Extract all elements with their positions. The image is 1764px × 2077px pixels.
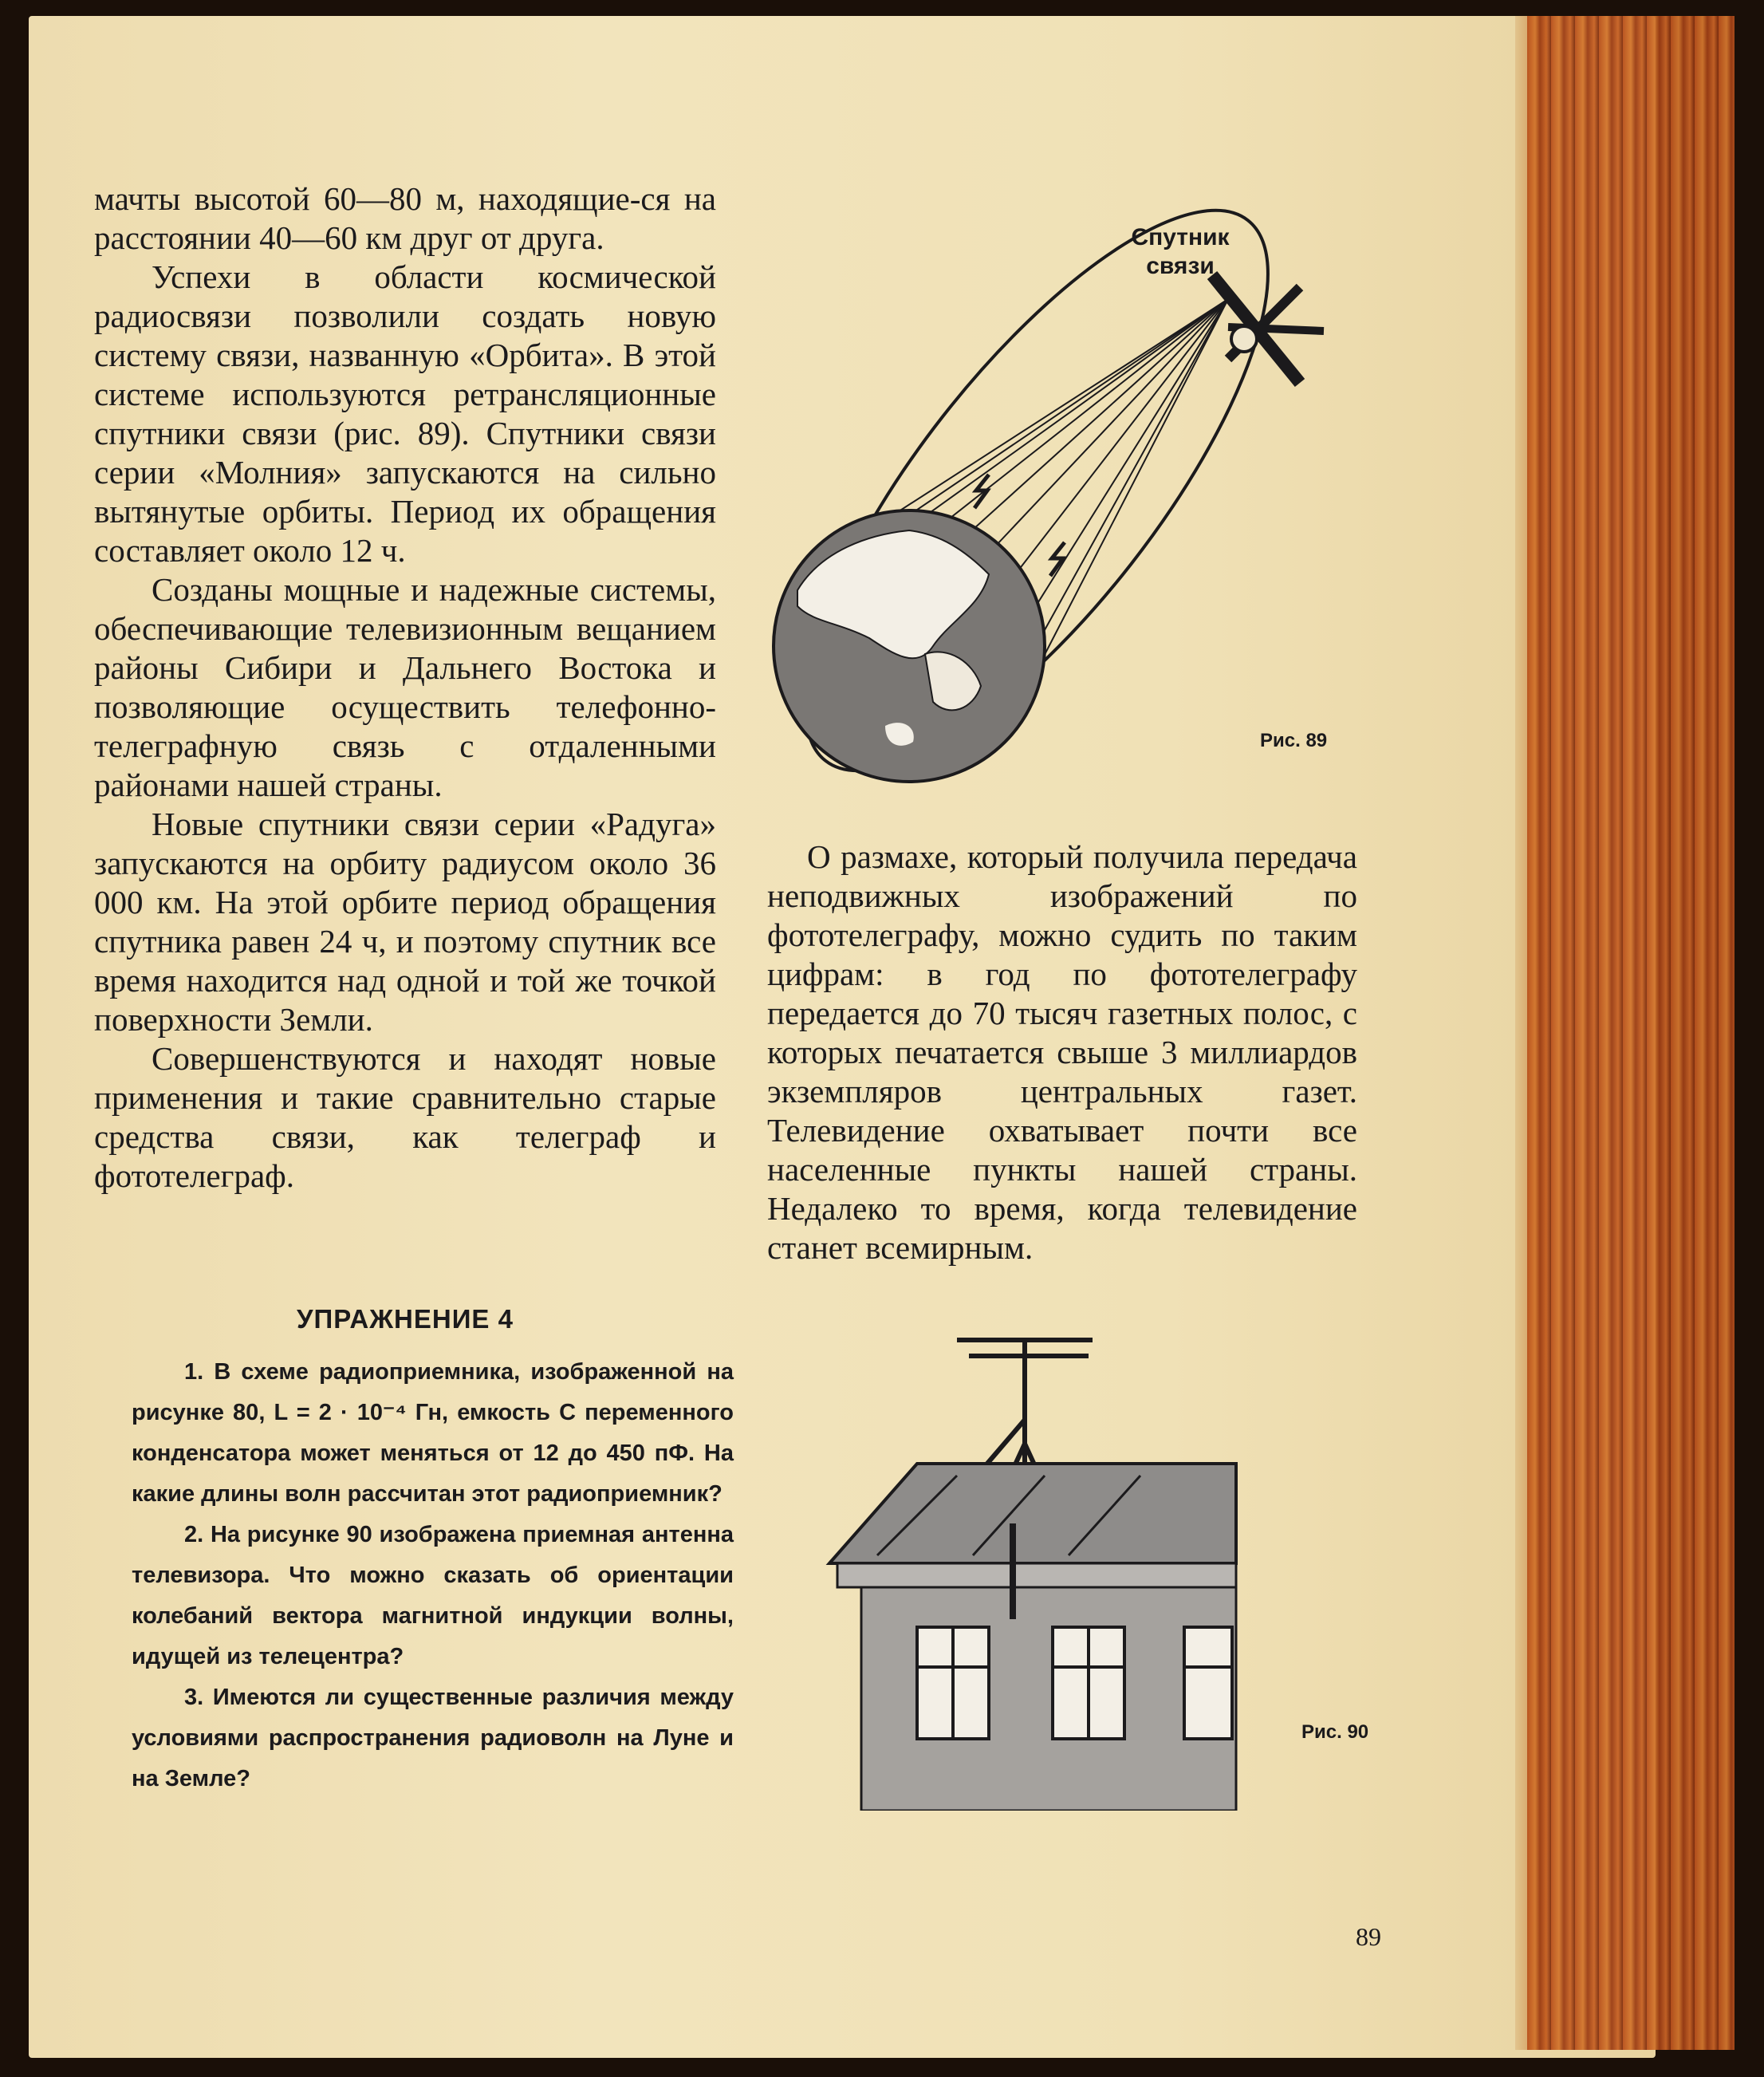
paragraph: Совершенствуются и находят новые применения и такие сравнительно старые средства связи, как телеграф и фототелеграф.	[94, 1040, 716, 1194]
window	[1184, 1627, 1232, 1739]
left-column	[94, 179, 716, 1196]
figure-90-house-antenna	[797, 1332, 1260, 1811]
paragraph: Новые спутники связи серии «Радуга» запускаются на орбиту радиусом около 36 000 км. На этой орбите период обращения спутника равен 24 ч, и поэтому спутник все время находится над одной и той же точкой поверхности Земли.	[94, 806, 716, 1038]
exercise-question: 1. В схеме радиоприемника, изображенной на рисунке 80, L = 2 · 10⁻⁴ Гн, емкость C переменного конденсатора может меняться от 12 до 450 пФ. На какие длины волн рассчитан этот радиоприемник?	[132, 1359, 734, 1507]
exercise-title: УПРАЖНЕНИЕ 4	[297, 1304, 514, 1334]
page-number: 89	[1356, 1922, 1381, 1951]
satellite-label: Спутник связи	[1131, 224, 1230, 279]
roof	[829, 1464, 1236, 1563]
figure-90-caption: Рис. 90	[1301, 1721, 1369, 1743]
exercise-list	[132, 1352, 734, 1799]
figure-89-satellite-orbit	[750, 175, 1388, 814]
exercise-question: 2. На рисунке 90 изображена приемная антенна телевизора. Что можно сказать об ориентации колебаний вектора магнитной индукции волны, идущей из телецентра?	[132, 1522, 734, 1669]
paragraph: Созданы мощные и надежные системы, обеспечивающие телевизионным вещанием районы Сибири и Дальнего Востока и позволяющие осуществить телефонно-телеграфную связь с отдаленными районами нашей страны.	[94, 571, 716, 803]
right-column-paragraph: О размахе, который получила передача неподвижных изображений по фототелеграфу, можно судить по таким цифрам: в год по фототелеграфу передается до 70 тысяч газетных полос, с которых печатается свыше 3 миллиардов экземпляров центральных газет. Телевидение охватывает почти все населенные пункты нашей страны. Недалеко то время, когда телевидение станет всемирным.	[767, 838, 1357, 1266]
page-edges	[1527, 16, 1734, 2050]
paragraph: мачты высотой 60—80 м, находящие-ся на расстоянии 40—60 км друг от друга.	[94, 180, 716, 256]
exercise-question: 3. Имеются ли существенные различия между условиями распространения радиоволн на Луне и на Земле?	[132, 1685, 734, 1791]
figure-89-caption: Рис. 89	[1260, 730, 1328, 751]
paragraph: Успехи в области космической радиосвязи позволили создать новую систему связи, названную «Орбита». В этой системе используются ретрансляционные спутники связи (рис. 89). Спутники связи серии «Молния» запускаются на сильно вытянутые орбиты. Период их обращения составляет около 12 ч.	[94, 258, 716, 569]
